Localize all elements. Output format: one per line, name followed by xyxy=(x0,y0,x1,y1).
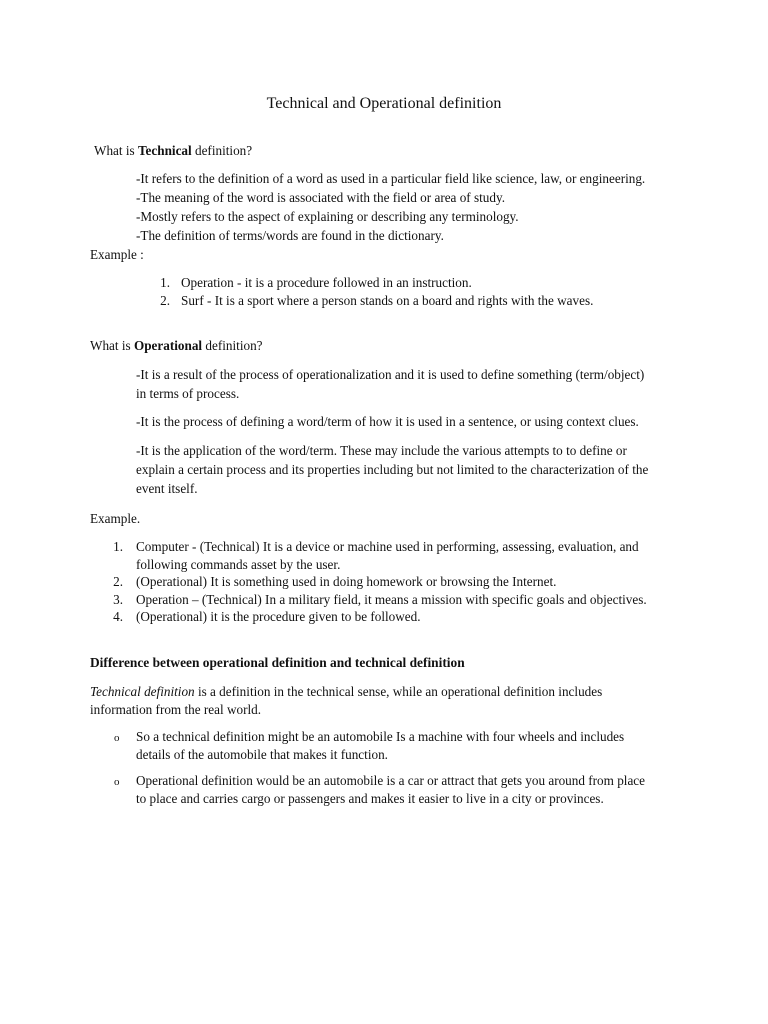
bullet-marker: o xyxy=(114,776,120,788)
difference-intro-line: information from the real world. xyxy=(90,702,262,717)
operational-example-item: Computer - (Technical) It is a device or machine used in performing, assessing, evaluation, and xyxy=(136,539,639,554)
difference-intro-italic: Technical definition xyxy=(90,684,195,699)
list-number: 2. xyxy=(113,574,123,589)
technical-point: -The meaning of the word is associated with the field or area of study. xyxy=(136,190,506,205)
technical-question-suffix: definition? xyxy=(191,143,253,158)
technical-point: -The definition of terms/words are found in the dictionary. xyxy=(136,228,444,243)
difference-intro-rest: is a definition in the technical sense, while an operational definition includes xyxy=(194,684,603,699)
operational-paragraph-line: in terms of process. xyxy=(136,386,240,401)
list-number: 1. xyxy=(160,275,170,290)
operational-paragraph-line: -It is a result of the process of operationalization and it is used to define something (term/object) xyxy=(136,367,645,382)
difference-bullet-item: So a technical definition might be an automobile Is a machine with four wheels and includes xyxy=(136,729,625,744)
difference-bullet-item-cont: details of the automobile that makes it function. xyxy=(136,747,388,762)
operational-example-item: (Operational) it is the procedure given to be followed. xyxy=(136,609,421,624)
operational-paragraph-line: -It is the process of defining a word/term of how it is used in a sentence, or using context clues. xyxy=(136,414,639,429)
operational-example-item: (Operational) It is something used in doing homework or browsing the Internet. xyxy=(136,574,557,589)
list-number: 4. xyxy=(113,609,123,624)
difference-bullet-item-cont: to place and carries cargo or passengers and makes it easier to live in a city or provinces. xyxy=(136,791,604,806)
operational-example-label: Example. xyxy=(90,511,141,526)
difference-bullet-item: Operational definition would be an automobile is a car or attract that gets you around from place xyxy=(136,773,646,788)
operational-paragraph-line: event itself. xyxy=(136,481,198,496)
technical-question xyxy=(94,141,252,160)
difference-heading: Difference between operational definition and technical definition xyxy=(90,655,465,670)
difference-intro-line xyxy=(90,682,602,701)
technical-point: -Mostly refers to the aspect of explaining or describing any terminology. xyxy=(136,209,519,224)
operational-question-suffix: definition? xyxy=(202,338,263,353)
operational-question-bold: Operational xyxy=(133,338,203,353)
operational-paragraph-line: -It is the application of the word/term. These may include the various attempts to to define or xyxy=(136,443,627,458)
bullet-marker: o xyxy=(114,732,120,744)
list-number: 1. xyxy=(113,539,123,554)
technical-question-prefix: What is xyxy=(94,143,138,158)
operational-question xyxy=(90,336,263,355)
list-number: 3. xyxy=(113,592,123,607)
operational-question-prefix: What is xyxy=(90,338,134,353)
technical-question-bold: Technical xyxy=(137,143,192,158)
technical-example-label: Example : xyxy=(90,247,144,262)
list-number: 2. xyxy=(160,293,170,308)
operational-example-item-cont: following commands asset by the user. xyxy=(136,557,341,572)
technical-example-item: Surf - It is a sport where a person stands on a board and rights with the waves. xyxy=(181,293,594,308)
document-title: Technical and Operational definition xyxy=(266,95,502,112)
technical-point: -It refers to the definition of a word as used in a particular field like science, law, or engineering. xyxy=(136,171,646,186)
operational-paragraph-line: explain a certain process and its properties including but not limited to the characterization of the xyxy=(136,462,649,477)
operational-example-item: Operation – (Technical) In a military field, it means a mission with specific goals and objectives. xyxy=(136,592,647,607)
technical-example-item: Operation - it is a procedure followed in an instruction. xyxy=(181,275,472,290)
